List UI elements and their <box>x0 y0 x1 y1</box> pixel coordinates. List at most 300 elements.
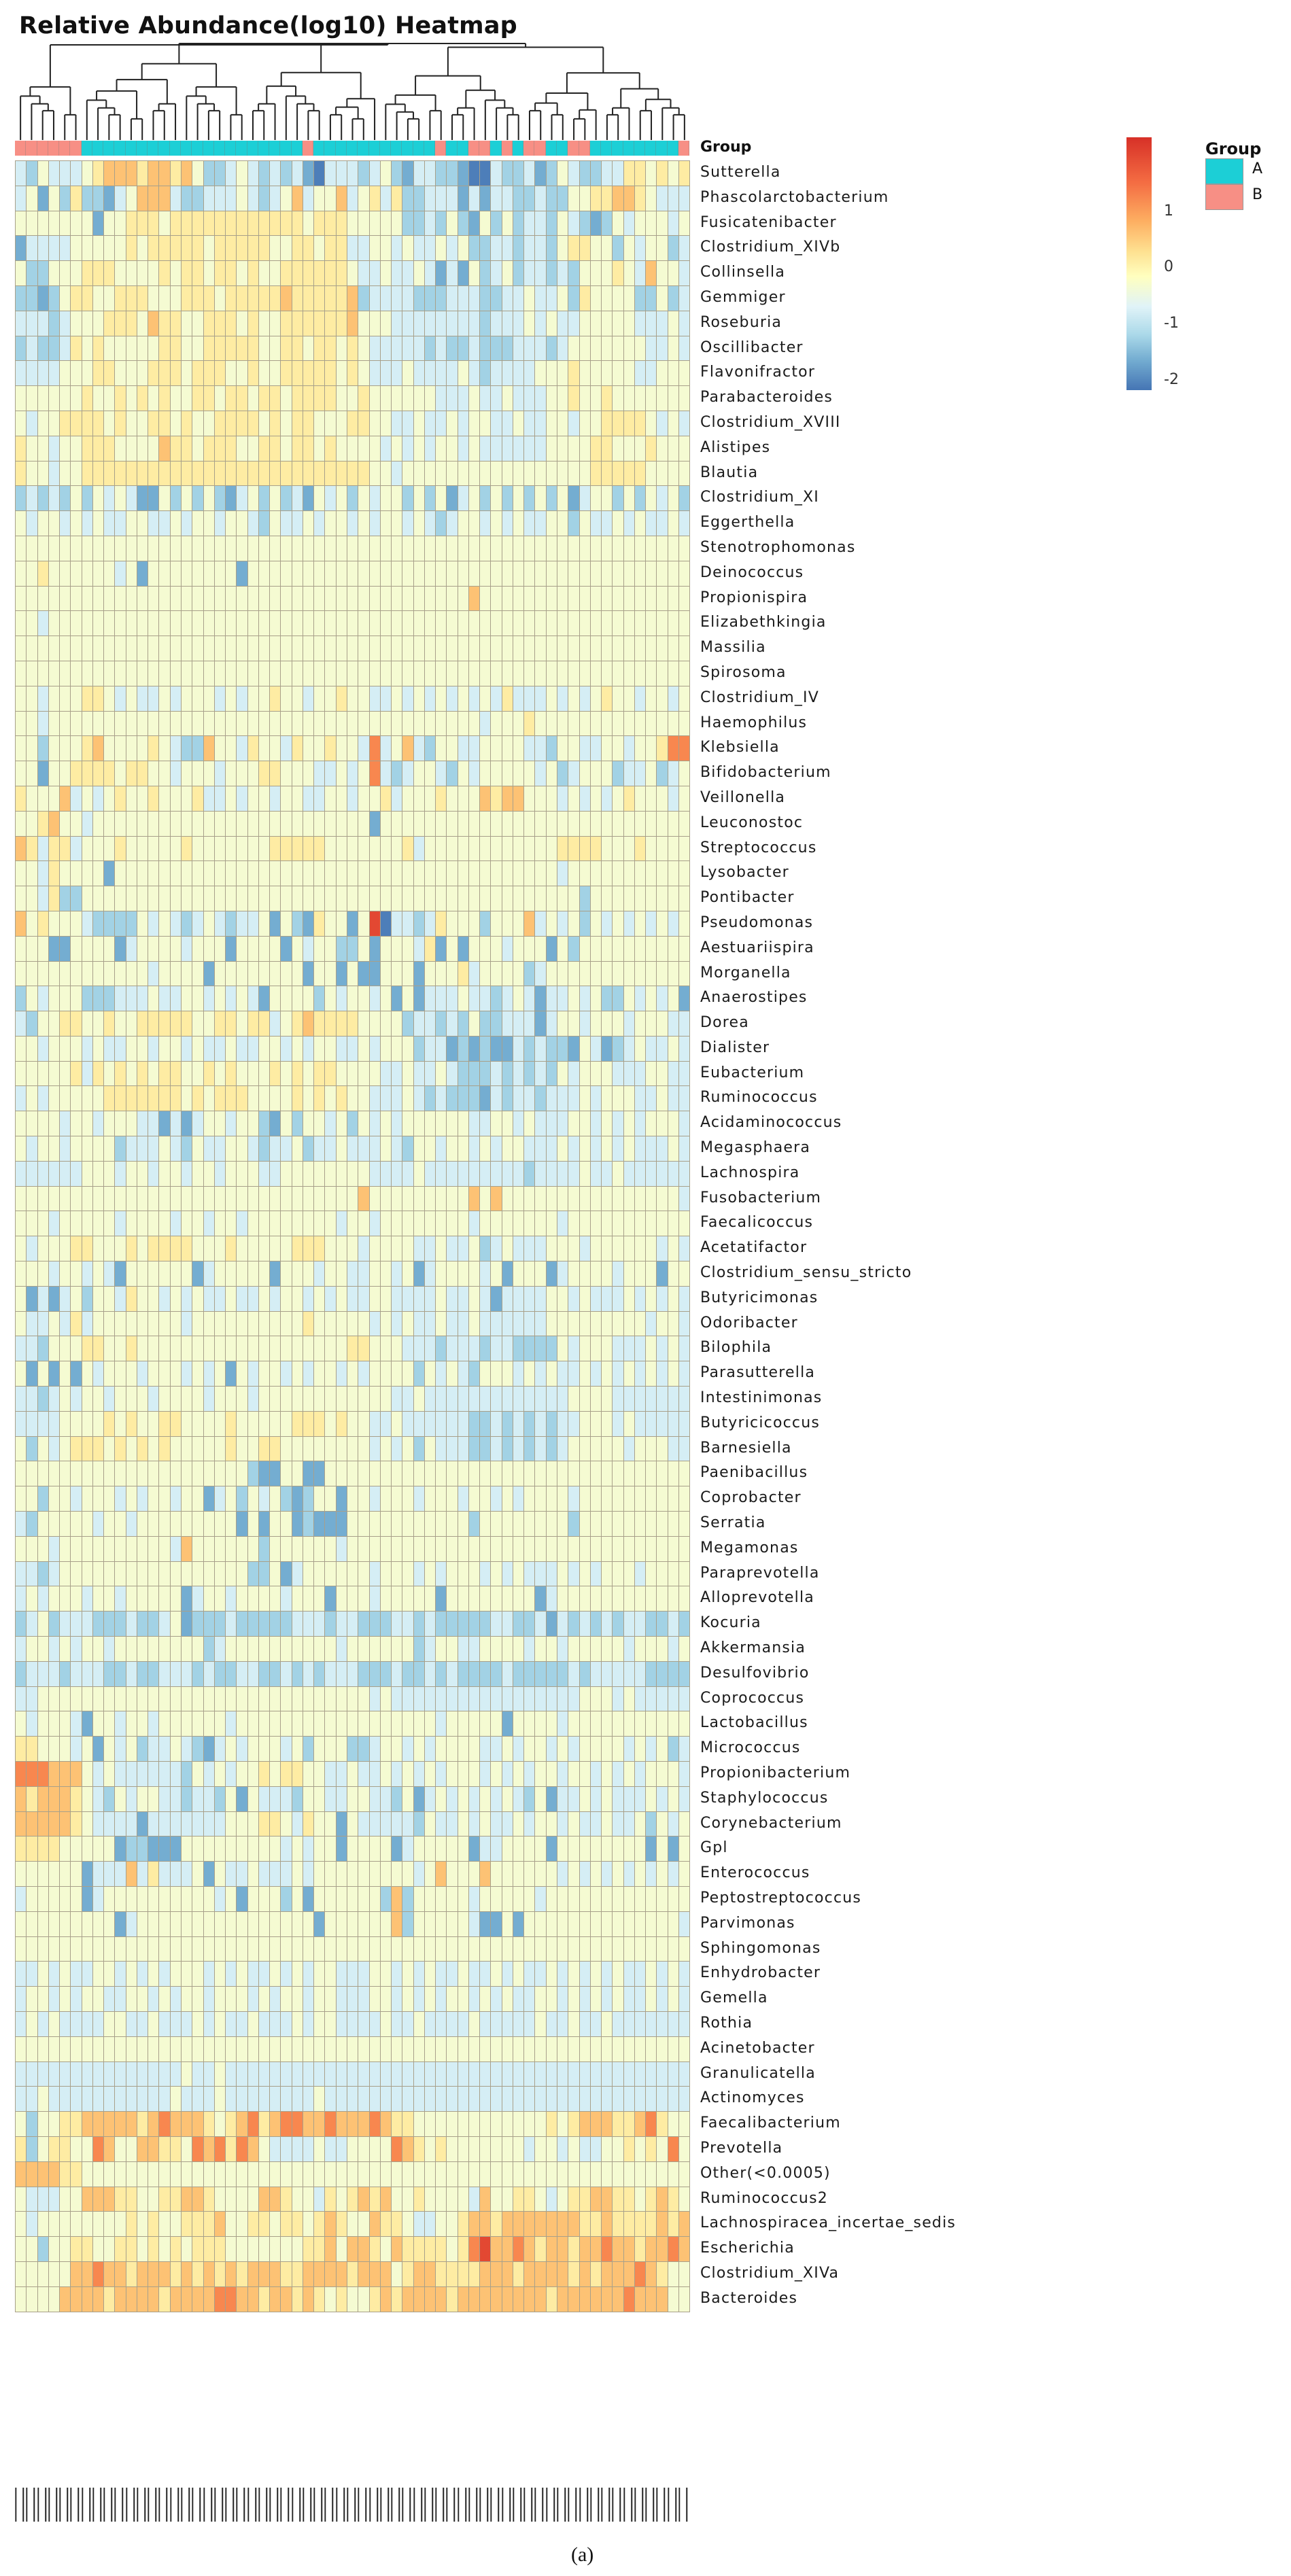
group-cell <box>402 141 413 156</box>
heatmap-cell <box>358 586 369 612</box>
heatmap-cell <box>158 311 170 336</box>
heatmap-cell <box>391 1611 402 1637</box>
heatmap-cell <box>126 1811 137 1837</box>
heatmap-cell <box>369 586 381 612</box>
heatmap-cell <box>413 1236 425 1261</box>
heatmap-cell <box>534 561 546 587</box>
heatmap-cell <box>313 1461 325 1486</box>
heatmap-cell <box>634 586 646 612</box>
heatmap-cell <box>137 811 148 837</box>
heatmap-cell <box>37 1211 49 1236</box>
heatmap-cell <box>313 1986 325 2012</box>
heatmap-cell <box>48 686 60 712</box>
heatmap-cell <box>446 1786 458 1812</box>
heatmap-cell <box>634 886 646 911</box>
heatmap-cell <box>645 1236 657 1261</box>
heatmap-cell <box>546 1986 557 2012</box>
heatmap-cell <box>170 360 182 386</box>
heatmap-cell <box>590 1586 602 1612</box>
heatmap-cell <box>70 1261 82 1287</box>
heatmap-cell <box>258 661 270 686</box>
heatmap-cell <box>103 1736 115 1762</box>
heatmap-cell <box>358 1761 369 1787</box>
heatmap-cell <box>579 1586 591 1612</box>
heatmap-cell <box>490 636 502 661</box>
heatmap-cell <box>523 1286 535 1312</box>
heatmap-cell <box>424 761 436 786</box>
heatmap-cell <box>380 610 392 636</box>
heatmap-cell <box>557 1286 568 1312</box>
heatmap-cell <box>678 1936 690 1962</box>
heatmap-cell <box>92 886 104 911</box>
heatmap-cell <box>247 536 259 561</box>
heatmap-cell <box>103 961 115 987</box>
heatmap-cell <box>280 836 292 862</box>
heatmap-cell <box>82 1836 93 1862</box>
heatmap-cell <box>15 1261 27 1287</box>
heatmap-cell <box>358 1586 369 1612</box>
heatmap-cell <box>148 1761 159 1787</box>
heatmap-cell <box>313 786 325 812</box>
heatmap-cell <box>513 661 524 686</box>
heatmap-cell <box>601 1586 613 1612</box>
heatmap-cell <box>568 1961 579 1987</box>
heatmap-cell <box>103 2011 115 2037</box>
heatmap-cell <box>546 1286 557 1312</box>
heatmap-cell <box>103 1286 115 1312</box>
heatmap-cell <box>413 761 425 786</box>
heatmap-cell <box>369 1411 381 1437</box>
heatmap-cell <box>612 311 623 336</box>
heatmap-cell <box>590 235 602 261</box>
heatmap-cell <box>490 186 502 211</box>
heatmap-cell <box>601 1461 613 1486</box>
heatmap-cell <box>502 561 513 587</box>
heatmap-cell <box>114 2061 126 2087</box>
heatmap-cell <box>48 436 60 462</box>
heatmap-cell <box>158 1586 170 1612</box>
heatmap-cell <box>523 860 535 886</box>
heatmap-cell <box>590 1236 602 1261</box>
heatmap-cell <box>181 860 192 886</box>
heatmap-cell <box>424 1711 436 1737</box>
heatmap-cell <box>82 160 93 186</box>
heatmap-cell <box>214 735 226 761</box>
heatmap-cell <box>137 2061 148 2087</box>
heatmap-cell <box>678 2061 690 2087</box>
heatmap-cell <box>258 311 270 336</box>
heatmap-cell <box>568 1636 579 1662</box>
heatmap-cell <box>546 510 557 536</box>
heatmap-cell <box>601 1311 613 1337</box>
heatmap-cell <box>413 1286 425 1312</box>
heatmap-cell <box>479 1511 491 1537</box>
heatmap-cell <box>435 811 447 837</box>
heatmap-cell <box>170 610 182 636</box>
heatmap-cell <box>358 1486 369 1512</box>
heatmap-cell <box>347 235 358 261</box>
heatmap-cell <box>313 1211 325 1236</box>
heatmap-cell <box>170 260 182 286</box>
heatmap-cell <box>468 1511 480 1537</box>
heatmap-cell <box>668 1711 679 1737</box>
heatmap-cell <box>557 1061 568 1087</box>
heatmap-cell <box>369 561 381 587</box>
heatmap-cell <box>181 1461 192 1486</box>
heatmap-cell <box>225 160 237 186</box>
heatmap-cell <box>435 2036 447 2062</box>
heatmap-cell <box>303 385 314 411</box>
heatmap-cell <box>369 311 381 336</box>
heatmap-cell <box>92 1936 104 1962</box>
heatmap-cell <box>70 1861 82 1887</box>
heatmap-cell <box>303 1085 314 1111</box>
heatmap-cell <box>26 2036 37 2062</box>
heatmap-cell <box>502 986 513 1011</box>
heatmap-cell <box>424 1336 436 1361</box>
heatmap-cell <box>479 986 491 1011</box>
heatmap-cell <box>424 1311 436 1337</box>
heatmap-cell <box>502 636 513 661</box>
heatmap-cell <box>601 1486 613 1512</box>
heatmap-cell <box>126 1986 137 2012</box>
group-cell <box>103 141 114 156</box>
heatmap-cell <box>601 385 613 411</box>
heatmap-cell <box>82 811 93 837</box>
heatmap-cell <box>369 911 381 937</box>
heatmap-cell <box>26 1736 37 1762</box>
heatmap-cell <box>181 160 192 186</box>
heatmap-cell <box>678 2011 690 2037</box>
heatmap-cell <box>70 510 82 536</box>
heatmap-cell <box>358 485 369 511</box>
heatmap-cell <box>15 1336 27 1361</box>
heatmap-cell <box>158 1461 170 1486</box>
heatmap-cell <box>214 961 226 987</box>
heatmap-cell <box>37 936 49 962</box>
heatmap-cell <box>347 1386 358 1412</box>
heatmap-cell <box>678 360 690 386</box>
heatmap-cell <box>192 1386 203 1412</box>
heatmap-cell <box>292 586 303 612</box>
group-cell <box>236 141 247 156</box>
heatmap-row <box>15 711 689 736</box>
heatmap-cell <box>601 461 613 487</box>
heatmap-cell <box>82 2011 93 2037</box>
heatmap-cell <box>336 1436 347 1462</box>
heatmap-cell <box>590 711 602 737</box>
heatmap-cell <box>48 2061 60 2087</box>
heatmap-cell <box>203 1786 215 1812</box>
heatmap-cell <box>258 761 270 786</box>
heatmap-cell <box>391 811 402 837</box>
heatmap-cell <box>468 911 480 937</box>
heatmap-cell <box>458 711 469 737</box>
heatmap-cell <box>170 1611 182 1637</box>
heatmap-cell <box>369 1436 381 1462</box>
heatmap-cell <box>424 1136 436 1162</box>
heatmap-cell <box>668 1911 679 1937</box>
heatmap-cell <box>347 311 358 336</box>
heatmap-cell <box>446 1311 458 1337</box>
heatmap-cell <box>601 485 613 511</box>
heatmap-cell <box>225 1036 237 1062</box>
heatmap-cell <box>623 536 635 561</box>
heatmap-cell <box>579 1461 591 1486</box>
heatmap-cell <box>258 1211 270 1236</box>
heatmap-cell <box>534 610 546 636</box>
heatmap-cell <box>137 886 148 911</box>
heatmap-cell <box>126 1611 137 1637</box>
heatmap-cell <box>668 1686 679 1712</box>
heatmap-cell <box>126 2061 137 2087</box>
heatmap-cell <box>668 1586 679 1612</box>
heatmap-cell <box>546 485 557 511</box>
heatmap-cell <box>590 1186 602 1212</box>
heatmap-cell <box>458 1361 469 1387</box>
heatmap-cell <box>623 436 635 462</box>
heatmap-cell <box>37 610 49 636</box>
heatmap-cell <box>292 1861 303 1887</box>
heatmap-cell <box>303 211 314 237</box>
heatmap-cell <box>479 1861 491 1887</box>
heatmap-cell <box>424 735 436 761</box>
heatmap-cell <box>523 1261 535 1287</box>
heatmap-cell <box>336 761 347 786</box>
heatmap-cell <box>48 1586 60 1612</box>
heatmap-cell <box>668 385 679 411</box>
heatmap-cell <box>645 561 657 587</box>
heatmap-cell <box>479 436 491 462</box>
heatmap-cell <box>490 485 502 511</box>
heatmap-cell <box>114 1411 126 1437</box>
heatmap-cell <box>26 536 37 561</box>
heatmap-cell <box>413 385 425 411</box>
heatmap-cell <box>402 1236 413 1261</box>
heatmap-cell <box>37 1036 49 1062</box>
heatmap-cell <box>203 1386 215 1412</box>
heatmap-cell <box>446 661 458 686</box>
heatmap-cell <box>479 1061 491 1087</box>
column-dendrogram <box>0 41 700 141</box>
heatmap-cell <box>313 1111 325 1136</box>
heatmap-cell <box>590 2086 602 2112</box>
heatmap-cell <box>137 1211 148 1236</box>
heatmap-cell <box>269 761 281 786</box>
heatmap-cell <box>158 811 170 837</box>
heatmap-cell <box>292 2136 303 2162</box>
group-cell <box>37 141 48 156</box>
heatmap-cell <box>48 1811 60 1837</box>
heatmap-cell <box>513 1436 524 1462</box>
heatmap-cell <box>114 1011 126 1037</box>
heatmap-cell <box>458 836 469 862</box>
heatmap-cell <box>292 786 303 812</box>
heatmap-cell <box>225 2061 237 2087</box>
heatmap-cell <box>114 886 126 911</box>
heatmap-cell <box>645 936 657 962</box>
heatmap-cell <box>114 1911 126 1937</box>
heatmap-cell <box>413 636 425 661</box>
heatmap-cell <box>324 1286 336 1312</box>
heatmap-cell <box>82 436 93 462</box>
heatmap-cell <box>192 1636 203 1662</box>
heatmap-cell <box>546 1211 557 1236</box>
heatmap-cell <box>15 1536 27 1562</box>
heatmap-cell <box>236 1011 247 1037</box>
heatmap-cell <box>623 1811 635 1837</box>
heatmap-cell <box>236 1911 247 1937</box>
heatmap-cell <box>292 1336 303 1361</box>
heatmap-cell <box>37 1536 49 1562</box>
heatmap-cell <box>303 961 314 987</box>
heatmap-cell <box>114 1211 126 1236</box>
heatmap-cell <box>601 1261 613 1287</box>
heatmap-cell <box>247 836 259 862</box>
heatmap-cell <box>37 586 49 612</box>
heatmap-cell <box>225 561 237 587</box>
heatmap-cell <box>546 385 557 411</box>
heatmap-cell <box>391 1336 402 1361</box>
heatmap-cell <box>479 1261 491 1287</box>
heatmap-cell <box>37 1461 49 1486</box>
heatmap-cell <box>181 385 192 411</box>
heatmap-cell <box>324 911 336 937</box>
heatmap-cell <box>634 1836 646 1862</box>
heatmap-cell <box>92 1486 104 1512</box>
heatmap-cell <box>634 186 646 211</box>
heatmap-cell <box>369 461 381 487</box>
heatmap-cell <box>269 1636 281 1662</box>
heatmap-cell <box>48 160 60 186</box>
heatmap-cell <box>479 1561 491 1587</box>
heatmap-cell <box>48 1786 60 1812</box>
heatmap-cell <box>656 661 668 686</box>
heatmap-cell <box>15 1811 27 1837</box>
heatmap-cell <box>203 2136 215 2162</box>
heatmap-cell <box>435 1761 447 1787</box>
heatmap-cell <box>336 811 347 837</box>
heatmap-cell <box>103 260 115 286</box>
heatmap-cell <box>59 211 71 237</box>
heatmap-cell <box>347 1736 358 1762</box>
heatmap-cell <box>645 1411 657 1437</box>
heatmap-cell <box>192 1861 203 1887</box>
heatmap-cell <box>280 1736 292 1762</box>
heatmap-cell <box>413 461 425 487</box>
heatmap-cell <box>479 1736 491 1762</box>
heatmap-cell <box>148 1586 159 1612</box>
heatmap-cell <box>369 735 381 761</box>
heatmap-cell <box>502 2036 513 2062</box>
heatmap-cell <box>568 1511 579 1537</box>
heatmap-cell <box>634 211 646 237</box>
heatmap-cell <box>358 961 369 987</box>
heatmap-cell <box>203 461 215 487</box>
heatmap-cell <box>336 1961 347 1987</box>
heatmap-cell <box>280 311 292 336</box>
heatmap-cell <box>413 1861 425 1887</box>
heatmap-cell <box>534 311 546 336</box>
heatmap-cell <box>103 1236 115 1261</box>
heatmap-cell <box>303 1686 314 1712</box>
heatmap-cell <box>269 2036 281 2062</box>
heatmap-cell <box>269 661 281 686</box>
heatmap-cell <box>668 485 679 511</box>
heatmap-cell <box>513 311 524 336</box>
heatmap-cell <box>391 711 402 737</box>
heatmap-cell <box>59 661 71 686</box>
heatmap-cell <box>446 311 458 336</box>
heatmap-cell <box>137 1361 148 1387</box>
heatmap-cell <box>534 1386 546 1412</box>
heatmap-cell <box>292 610 303 636</box>
heatmap-cell <box>534 1636 546 1662</box>
group-cell <box>70 141 81 156</box>
heatmap-cell <box>479 836 491 862</box>
heatmap-cell <box>468 936 480 962</box>
heatmap-cell <box>656 586 668 612</box>
heatmap-cell <box>590 1361 602 1387</box>
heatmap-cell <box>114 1461 126 1486</box>
heatmap-cell <box>358 911 369 937</box>
heatmap-cell <box>490 1011 502 1037</box>
heatmap-cell <box>435 1236 447 1261</box>
heatmap-cell <box>303 1186 314 1212</box>
heatmap-cell <box>523 586 535 612</box>
heatmap-cell <box>292 1761 303 1787</box>
heatmap-cell <box>612 211 623 237</box>
heatmap-cell <box>181 1936 192 1962</box>
heatmap-cell <box>380 1286 392 1312</box>
heatmap-cell <box>579 761 591 786</box>
heatmap-cell <box>612 610 623 636</box>
heatmap-cell <box>568 510 579 536</box>
heatmap-cell <box>380 1461 392 1486</box>
heatmap-cell <box>656 636 668 661</box>
heatmap-cell <box>435 260 447 286</box>
heatmap-cell <box>103 1011 115 1037</box>
heatmap-cell <box>380 186 392 211</box>
heatmap-cell <box>292 385 303 411</box>
heatmap-cell <box>413 1461 425 1486</box>
heatmap-cell <box>479 1661 491 1687</box>
heatmap-cell <box>92 485 104 511</box>
heatmap-cell <box>158 2011 170 2037</box>
heatmap-cell <box>82 1085 93 1111</box>
heatmap-cell <box>568 1236 579 1261</box>
heatmap-cell <box>391 1836 402 1862</box>
heatmap-cell <box>546 1511 557 1537</box>
group-cell <box>358 141 368 156</box>
heatmap-cell <box>391 1411 402 1437</box>
heatmap-cell <box>523 2111 535 2137</box>
heatmap-row <box>15 636 689 661</box>
heatmap-cell <box>424 1061 436 1087</box>
heatmap-cell <box>369 536 381 561</box>
heatmap-cell <box>137 436 148 462</box>
heatmap-cell <box>114 1186 126 1212</box>
heatmap-cell <box>247 1861 259 1887</box>
heatmap-cell <box>48 661 60 686</box>
heatmap-cell <box>158 1261 170 1287</box>
heatmap-cell <box>37 1336 49 1361</box>
heatmap-cell <box>490 1036 502 1062</box>
heatmap-cell <box>292 1811 303 1837</box>
heatmap-cell <box>358 360 369 386</box>
heatmap-cell <box>546 1036 557 1062</box>
heatmap-cell <box>336 1311 347 1337</box>
